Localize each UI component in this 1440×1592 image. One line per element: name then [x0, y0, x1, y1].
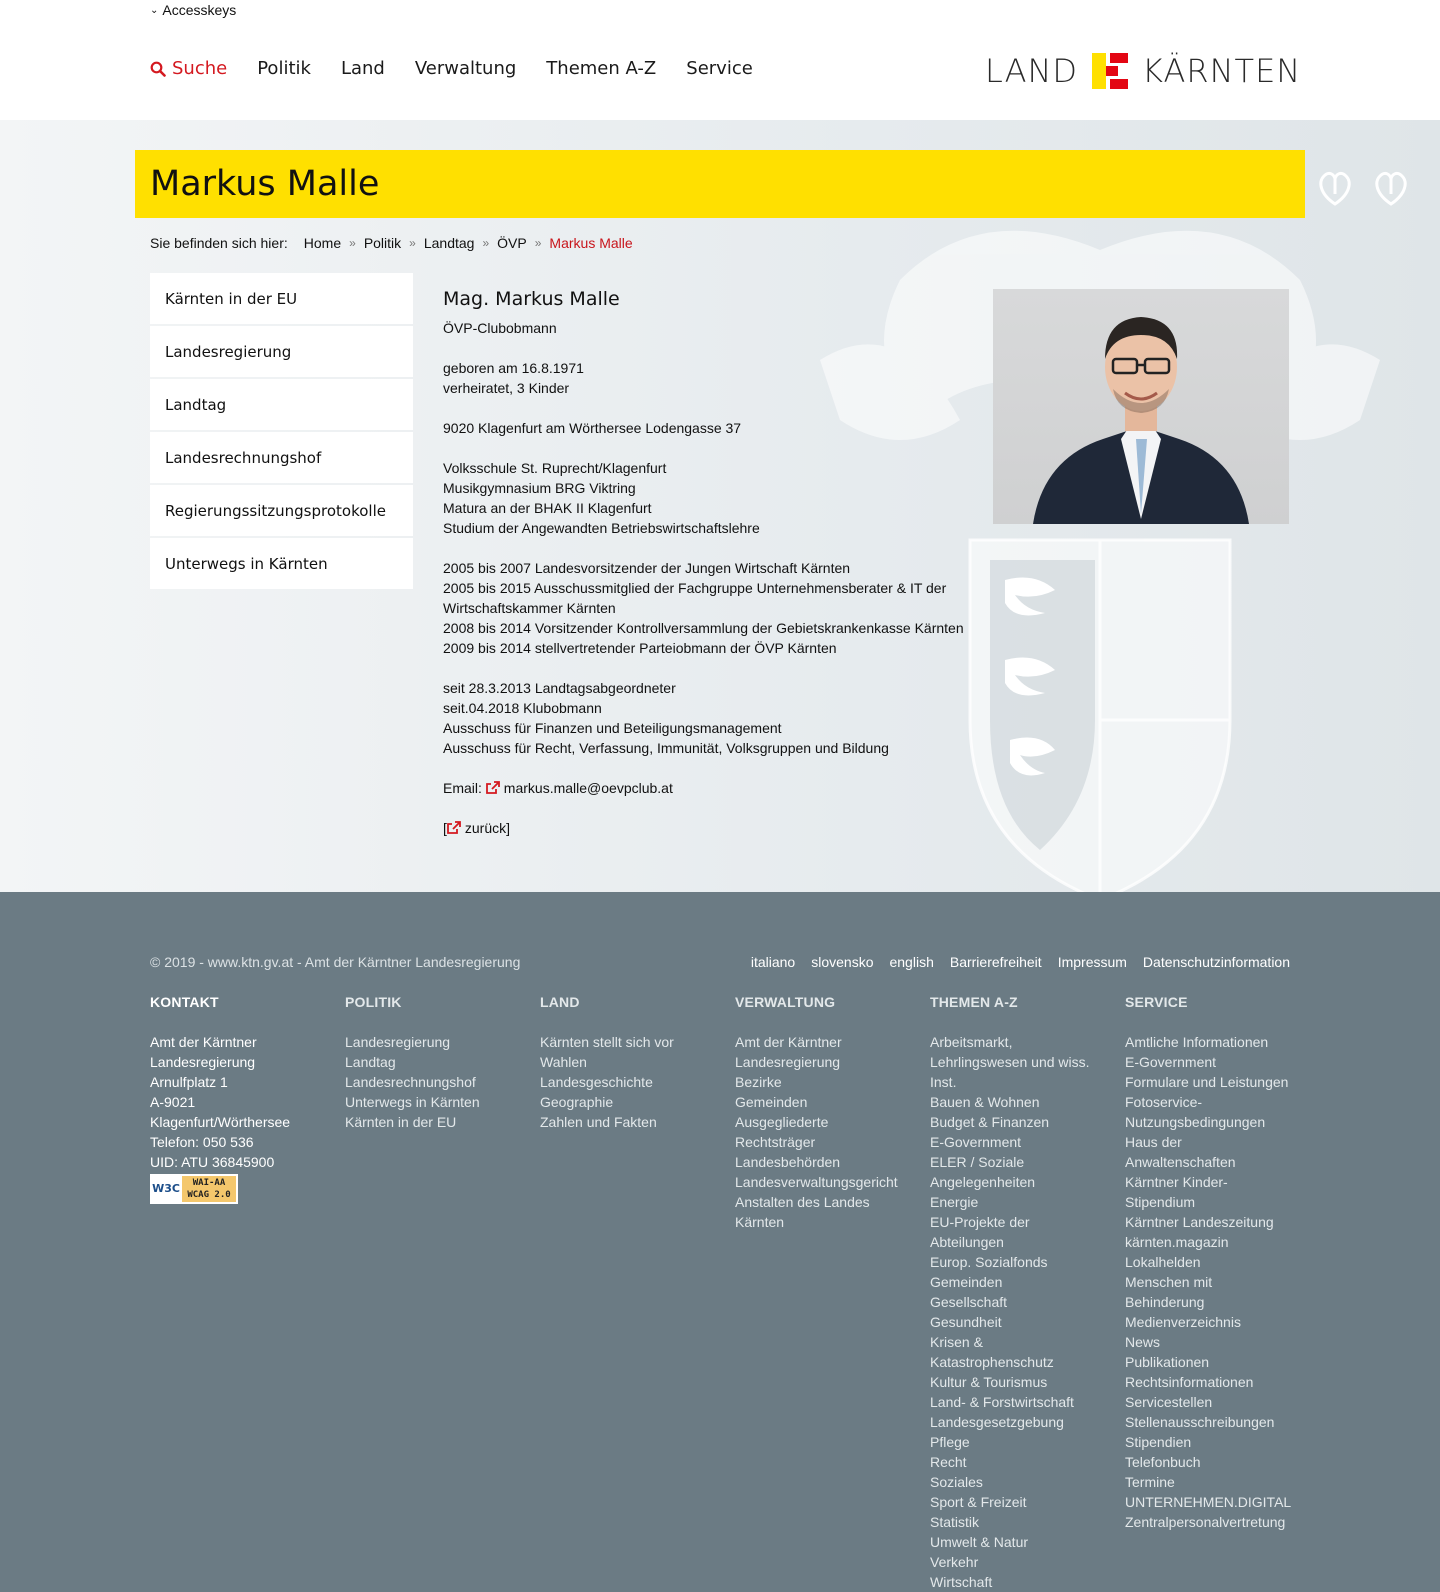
footer-link[interactable]: Landesverwaltungsgericht [735, 1174, 898, 1190]
footer-column-politik [345, 992, 540, 1592]
footer-contact-line: A-9021 [150, 1094, 196, 1110]
footer-link[interactable]: Abteilungen [930, 1234, 1004, 1250]
search-link[interactable] [150, 58, 227, 79]
footer-link[interactable]: Pflege [930, 1434, 970, 1450]
footer-link-italiano[interactable]: italiano [750, 954, 796, 970]
profile-photo [993, 289, 1289, 524]
career-line: 2005 bis 2015 Ausschussmitglied der Fachgruppe Unternehmensberater & IT der Wirtschaftskammer Kärnten [443, 580, 947, 616]
footer-contact-line: Amt der Kärntner [150, 1034, 257, 1050]
wcag-level-label: WAI-AA WCAG 2.0 [182, 1176, 236, 1202]
education-line: Matura an der BHAK II Klagenfurt [443, 500, 652, 516]
footer-link[interactable]: Stipendium [1125, 1194, 1196, 1210]
footer-column-verwaltung [735, 992, 930, 1592]
education-line: Volksschule St. Ruprecht/Klagenfurt [443, 460, 667, 476]
footer-link[interactable]: Umwelt & Natur [930, 1534, 1029, 1550]
footer-link[interactable]: Verkehr [930, 1554, 979, 1570]
sidebar-item-landesrechnungshof[interactable]: Landesrechnungshof [150, 432, 413, 483]
footer-link[interactable]: Rechtsinformationen [1125, 1374, 1254, 1390]
footer-contact-line: Arnulfplatz 1 [150, 1074, 228, 1090]
decorative-leaves [1316, 170, 1410, 206]
footer-column-title: THEMEN A-Z [930, 994, 1018, 1010]
footer-column-land [540, 992, 735, 1592]
breadcrumb-oevp[interactable]: ÖVP [497, 235, 527, 251]
search-icon [150, 61, 166, 77]
nav-land[interactable]: Land [340, 58, 385, 79]
external-link-icon [447, 821, 461, 834]
page-title-bar [135, 150, 1305, 218]
footer-link[interactable]: Termine [1125, 1474, 1175, 1490]
footer-link[interactable]: Kärnten in der EU [345, 1114, 457, 1130]
footer-link[interactable]: Katastrophenschutz [930, 1354, 1054, 1370]
footer-link[interactable]: Angelegenheiten [930, 1174, 1036, 1190]
footer-link[interactable]: Landesbehörden [735, 1154, 841, 1170]
footer-link[interactable]: Landtag [345, 1054, 396, 1070]
site-footer [0, 892, 1440, 1592]
education-line: Musikgymnasium BRG Viktring [443, 480, 636, 496]
nav-verwaltung[interactable]: Verwaltung [414, 58, 517, 79]
footer-link[interactable]: Lehrlingswesen und wiss. [930, 1054, 1090, 1070]
breadcrumb-landtag[interactable]: Landtag [423, 235, 475, 251]
back-bracket-close: ] [506, 820, 511, 836]
footer-contact-line: Landesregierung [150, 1054, 256, 1070]
footer-link[interactable]: Landesrechnungshof [345, 1074, 476, 1090]
footer-copyright: © 2019 - www.ktn.gv.at - Amt der Kärntner Landesregierung [150, 954, 521, 970]
footer-link[interactable]: Amt der Kärntner [735, 1034, 842, 1050]
footer-link[interactable]: Landesgesetzgebung [930, 1414, 1064, 1430]
footer-links [751, 952, 1290, 972]
footer-link-english[interactable]: english [889, 954, 934, 970]
main-navigation [150, 58, 753, 79]
footer-link[interactable]: Soziales [930, 1474, 983, 1490]
footer-column-kontakt [150, 992, 345, 1592]
breadcrumb-label: Sie befinden sich hier: [150, 235, 288, 251]
nav-politik[interactable]: Politik [257, 58, 311, 79]
footer-link[interactable]: Kultur & Tourismus [930, 1374, 1048, 1390]
footer-link[interactable]: Gemeinden [930, 1274, 1003, 1290]
footer-link[interactable]: Geographie [540, 1094, 614, 1110]
footer-link[interactable]: kärnten.magazin [1125, 1234, 1229, 1250]
footer-link[interactable]: Recht [930, 1454, 967, 1470]
footer-link[interactable]: Telefonbuch [1125, 1454, 1201, 1470]
mandate-line: seit.04.2018 Klubobmann [443, 700, 602, 716]
footer-link[interactable]: Europ. Sozialfonds [930, 1254, 1048, 1270]
footer-link[interactable]: Fotoservice- [1125, 1094, 1203, 1110]
footer-column-service [1125, 992, 1320, 1592]
footer-link[interactable]: Kärnten [735, 1214, 785, 1230]
email-label: Email: [443, 780, 482, 796]
education-line: Studium der Angewandten Betriebswirtschaftslehre [443, 520, 760, 536]
footer-link[interactable]: Kärnten stellt sich vor [540, 1034, 674, 1050]
wcag-badge[interactable] [150, 1174, 238, 1204]
mandate-line: Ausschuss für Finanzen und Beteiligungsmanagement [443, 720, 782, 736]
footer-link[interactable]: Wahlen [540, 1054, 587, 1070]
mandate-line: seit 28.3.2013 Landtagsabgeordneter [443, 680, 676, 696]
person-portrait-icon [993, 289, 1289, 524]
footer-link[interactable]: Unterwegs in Kärnten [345, 1094, 480, 1110]
footer-contact-line: Telefon: 050 536 [150, 1134, 254, 1150]
footer-link[interactable]: Landesregierung [735, 1054, 841, 1070]
accesskeys-toggle[interactable] [150, 2, 236, 18]
sidebar-item-kaernten-eu[interactable]: Kärnten in der EU [150, 273, 413, 324]
page-title: Markus Malle [150, 164, 380, 204]
footer-column-themen [930, 992, 1125, 1592]
footer-link[interactable]: E-Government [930, 1134, 1022, 1150]
footer-link[interactable]: Servicestellen [1125, 1394, 1213, 1410]
w3c-logo: W3C [152, 1182, 180, 1195]
sidebar-item-regierungssitzungsprotokolle[interactable]: Regierungssitzungsprotokolle [150, 485, 413, 536]
footer-link[interactable]: Ausgegliederte [735, 1114, 829, 1130]
footer-link[interactable]: Amtliche Informationen [1125, 1034, 1269, 1050]
footer-link[interactable]: ELER / Soziale [930, 1154, 1025, 1170]
footer-contact-line: Klagenfurt/Wörthersee [150, 1114, 291, 1130]
footer-link[interactable]: Statistik [930, 1514, 980, 1530]
footer-link[interactable]: Krisen & [930, 1334, 983, 1350]
linden-leaf-icon [1372, 170, 1410, 206]
footer-link[interactable]: Lokalhelden [1125, 1254, 1201, 1270]
double-chevron-right-icon: » [534, 236, 542, 250]
nav-service[interactable]: Service [686, 58, 753, 79]
footer-link[interactable]: Sport & Freizeit [930, 1494, 1027, 1510]
footer-link-datenschutz[interactable]: Datenschutzinformation [1142, 954, 1290, 970]
mandate-line: Ausschuss für Recht, Verfassung, Immunität, Volksgruppen und Bildung [443, 740, 889, 756]
career-line: 2009 bis 2014 stellvertretender Parteiobmann der ÖVP Kärnten [443, 640, 837, 656]
footer-link[interactable]: Rechtsträger [735, 1134, 816, 1150]
footer-link[interactable]: Menschen mit [1125, 1274, 1213, 1290]
footer-link[interactable]: Inst. [930, 1074, 957, 1090]
footer-link[interactable]: Gesundheit [930, 1314, 1002, 1330]
footer-link[interactable]: Stellenausschreibungen [1125, 1414, 1275, 1430]
footer-link-impressum[interactable]: Impressum [1057, 954, 1127, 970]
double-chevron-right-icon: » [409, 236, 416, 250]
profile-born: geboren am 16.8.1971 [443, 360, 584, 376]
profile-family: verheiratet, 3 Kinder [443, 380, 570, 396]
footer-link[interactable]: Medienverzeichnis [1125, 1314, 1241, 1330]
footer-link[interactable]: Budget & Finanzen [930, 1114, 1050, 1130]
double-chevron-right-icon: » [349, 236, 356, 250]
footer-link[interactable]: Zentralpersonalvertretung [1125, 1514, 1286, 1530]
carinthia-flag-icon [1092, 53, 1128, 89]
breadcrumb [150, 235, 633, 251]
email-link[interactable] [486, 780, 673, 796]
footer-columns [150, 992, 1320, 1592]
back-bracket-open: [ [443, 820, 447, 836]
linden-leaf-icon [1316, 170, 1354, 206]
footer-column-title: SERVICE [1125, 994, 1188, 1010]
footer-link[interactable]: Haus der [1125, 1134, 1182, 1150]
breadcrumb-current: Markus Malle [549, 235, 633, 251]
footer-link[interactable]: Behinderung [1125, 1294, 1205, 1310]
sidebar-item-landtag[interactable]: Landtag [150, 379, 413, 430]
main-content-area [0, 120, 1440, 892]
accesskeys-label: Accesskeys [162, 2, 237, 18]
footer-column-title: VERWALTUNG [735, 994, 836, 1010]
profile-content [443, 288, 983, 858]
site-logo[interactable] [985, 52, 1301, 90]
breadcrumb-home[interactable]: Home [303, 235, 342, 251]
logo-text-land: LAND [985, 52, 1079, 90]
external-link-icon [486, 781, 500, 794]
footer-link-slovensko[interactable]: slovensko [811, 954, 874, 970]
double-chevron-right-icon: » [482, 236, 490, 250]
sidebar-item-unterwegs[interactable]: Unterwegs in Kärnten [150, 538, 413, 589]
footer-link[interactable]: Bauen & Wohnen [930, 1094, 1040, 1110]
back-label: zurück [464, 820, 507, 836]
footer-link[interactable]: Anwaltenschaften [1125, 1154, 1236, 1170]
footer-link[interactable]: Arbeitsmarkt, [930, 1034, 1013, 1050]
footer-link[interactable]: Zahlen und Fakten [540, 1114, 657, 1130]
nav-themen[interactable]: Themen A-Z [546, 58, 657, 79]
profile-role: ÖVP-Clubobmann [443, 320, 557, 336]
breadcrumb-politik[interactable]: Politik [363, 235, 402, 251]
profile-name: Mag. Markus Malle [443, 288, 620, 310]
footer-link[interactable]: Energie [930, 1194, 979, 1210]
footer-column-title: KONTAKT [150, 994, 219, 1010]
sidebar-item-landesregierung[interactable]: Landesregierung [150, 326, 413, 377]
footer-link[interactable]: Gesellschaft [930, 1294, 1008, 1310]
footer-link[interactable]: Landesregierung [345, 1034, 451, 1050]
footer-link[interactable]: Landesgeschichte [540, 1074, 653, 1090]
footer-contact-line: UID: ATU 36845900 [150, 1154, 275, 1170]
footer-link[interactable]: Bezirke [735, 1074, 782, 1090]
footer-link[interactable]: Kärntner Landeszeitung [1125, 1214, 1274, 1230]
footer-link[interactable]: E-Government [1125, 1054, 1217, 1070]
career-line: 2005 bis 2007 Landesvorsitzender der Jungen Wirtschaft Kärnten [443, 560, 851, 576]
profile-address: 9020 Klagenfurt am Wörthersee Lodengasse 37 [443, 420, 742, 436]
sidebar-navigation [150, 273, 413, 591]
footer-link[interactable]: Stipendien [1125, 1434, 1192, 1450]
footer-link-barrierefreiheit[interactable]: Barrierefreiheit [949, 954, 1042, 970]
footer-link[interactable]: Formulare und Leistungen [1125, 1074, 1289, 1090]
footer-link[interactable]: EU-Projekte der [930, 1214, 1030, 1230]
footer-column-title: LAND [540, 994, 580, 1010]
footer-link[interactable]: Anstalten des Landes [735, 1194, 870, 1210]
footer-link[interactable]: Kärntner Kinder- [1125, 1174, 1228, 1190]
back-link[interactable] [447, 820, 506, 836]
footer-link[interactable]: Gemeinden [735, 1094, 808, 1110]
footer-column-title: POLITIK [345, 994, 402, 1010]
logo-text-kaernten: KÄRNTEN [1142, 52, 1302, 90]
footer-link[interactable]: Land- & Forstwirtschaft [930, 1394, 1074, 1410]
search-label: Suche [172, 58, 228, 79]
footer-link[interactable]: Nutzungsbedingungen [1125, 1114, 1266, 1130]
footer-link[interactable]: UNTERNEHMEN.DIGITAL [1125, 1494, 1292, 1510]
footer-link[interactable]: Publikationen [1125, 1354, 1210, 1370]
footer-link[interactable]: Wirtschaft [930, 1574, 993, 1590]
footer-link[interactable]: News [1125, 1334, 1161, 1350]
chevron-down-icon: ⌄ [150, 4, 159, 16]
career-line: 2008 bis 2014 Vorsitzender Kontrollversammlung der Gebietskrankenkasse Kärnten [443, 620, 964, 636]
email-address: markus.malle@oevpclub.at [503, 780, 673, 796]
